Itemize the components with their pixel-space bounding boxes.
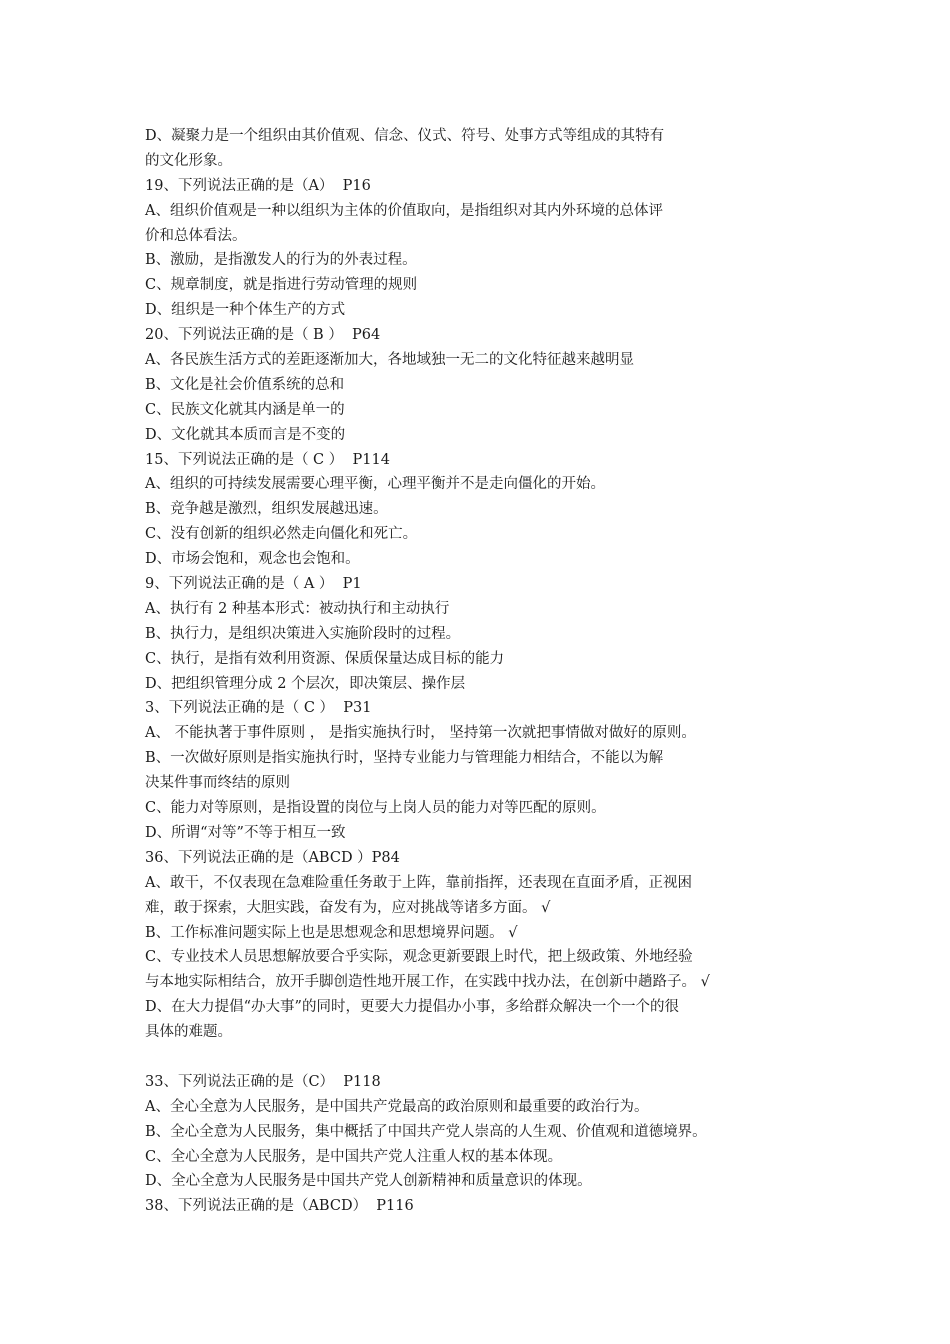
- text-line: C、规章制度，就是指进行劳动管理的规则: [145, 277, 418, 294]
- text-line: 9、下列说法正确的是（ A ） P1: [145, 576, 362, 593]
- text-line: B、文化是社会价值系统的总和: [145, 376, 345, 393]
- text-line: D、全心全意为人民服务是中国共产党人创新精神和质量意识的体现。: [145, 1173, 592, 1190]
- text-line: D、组织是一种个体生产的方式: [145, 302, 346, 319]
- text-line: C、全心全意为人民服务，是中国共产党人注重人权的基本体现。: [145, 1148, 563, 1165]
- text-line: 价和总体看法。: [145, 227, 247, 244]
- text-line: D、凝聚力是一个组织由其价值观、信念、仪式、符号、处事方式等组成的其特有: [145, 128, 665, 144]
- text-line: B、工作标准问题实际上也是思想观念和思想境界问题。 √: [145, 924, 518, 941]
- text-line: B、竞争越是激烈，组织发展越迅速。: [145, 501, 388, 518]
- text-line: A、各民族生活方式的差距逐渐加大，各地域独一无二的文化特征越来越明显: [145, 352, 634, 369]
- text-line: C、专业技术人员思想解放要合乎实际，观念更新要跟上时代，把上级政策、外地经验: [145, 949, 693, 966]
- text-line: B、全心全意为人民服务，集中概括了中国共产党人崇高的人生观、价值观和道德境界。: [145, 1123, 707, 1140]
- text-line: 19、下列说法正确的是（A） P16: [145, 177, 371, 194]
- text-line: C、执行，是指有效利用资源、保质保量达成目标的能力: [145, 650, 505, 667]
- text-line: 20、下列说法正确的是（ B ） P64: [145, 327, 381, 344]
- text-line: A、组织价值观是一种以组织为主体的价值取向，是指组织对其内外环境的总体评: [145, 202, 663, 219]
- text-line: A、敢干，不仅表现在急难险重任务敢于上阵，靠前指挥，还表现在直面矛盾，正视困: [145, 874, 692, 891]
- text-line: D、所谓“对等”不等于相互一致: [145, 824, 346, 841]
- text-line: A、执行有 2 种基本形式：被动执行和主动执行: [145, 600, 450, 617]
- text-line: B、一次做好原则是指实施执行时，坚持专业能力与管理能力相结合，不能以为解: [145, 750, 664, 767]
- text-line: 3、下列说法正确的是（ C ） P31: [145, 700, 372, 717]
- text-line: 决某件事而终结的原则: [145, 775, 290, 792]
- text-line: 38、下列说法正确的是（ABCD） P116: [145, 1198, 414, 1215]
- text-line: 具体的难题。: [145, 1024, 232, 1041]
- text-line: D、在大力提倡“办大事”的同时，更要大力提倡办小事，多给群众解决一个一个的很: [145, 999, 679, 1016]
- text-line: A、 不能执著于事件原则 ， 是指实施执行时， 坚持第一次就把事情做对做好的原则。: [145, 725, 696, 742]
- text-line: 33、下列说法正确的是（C） P118: [145, 1073, 381, 1090]
- document-body: [145, 124, 825, 1219]
- text-line: D、把组织管理分成 2 个层次，即决策层、操作层: [145, 675, 466, 692]
- text-line: D、文化就其本质而言是不变的: [145, 426, 346, 443]
- text-line: D、市场会饱和，观念也会饱和。: [145, 551, 360, 568]
- text-line: C、民族文化就其内涵是单一的: [145, 401, 345, 418]
- text-line: 的文化形象。: [145, 152, 232, 169]
- text-line: 与本地实际相结合，放开手脚创造性地开展工作，在实践中找办法，在创新中趟路子。 √: [145, 974, 710, 991]
- text-line: A、组织的可持续发展需要心理平衡，心理平衡并不是走向僵化的开始。: [145, 476, 605, 493]
- text-line: 难，敢于探索，大胆实践，奋发有为，应对挑战等诸多方面。 √: [145, 899, 551, 916]
- text-line: C、能力对等原则，是指设置的岗位与上岗人员的能力对等匹配的原则。: [145, 800, 606, 817]
- blank-line: [145, 1045, 825, 1070]
- text-line: 36、下列说法正确的是（ABCD ）P84: [145, 849, 400, 866]
- text-line: B、激励，是指激发人的行为的外表过程。: [145, 252, 417, 269]
- text-line: A、全心全意为人民服务，是中国共产党最高的政治原则和最重要的政治行为。: [145, 1098, 649, 1115]
- text-line: 15、下列说法正确的是（ C ） P114: [145, 451, 390, 468]
- text-line: B、执行力，是组织决策进入实施阶段时的过程。: [145, 625, 461, 642]
- text-line: C、没有创新的组织必然走向僵化和死亡。: [145, 526, 418, 543]
